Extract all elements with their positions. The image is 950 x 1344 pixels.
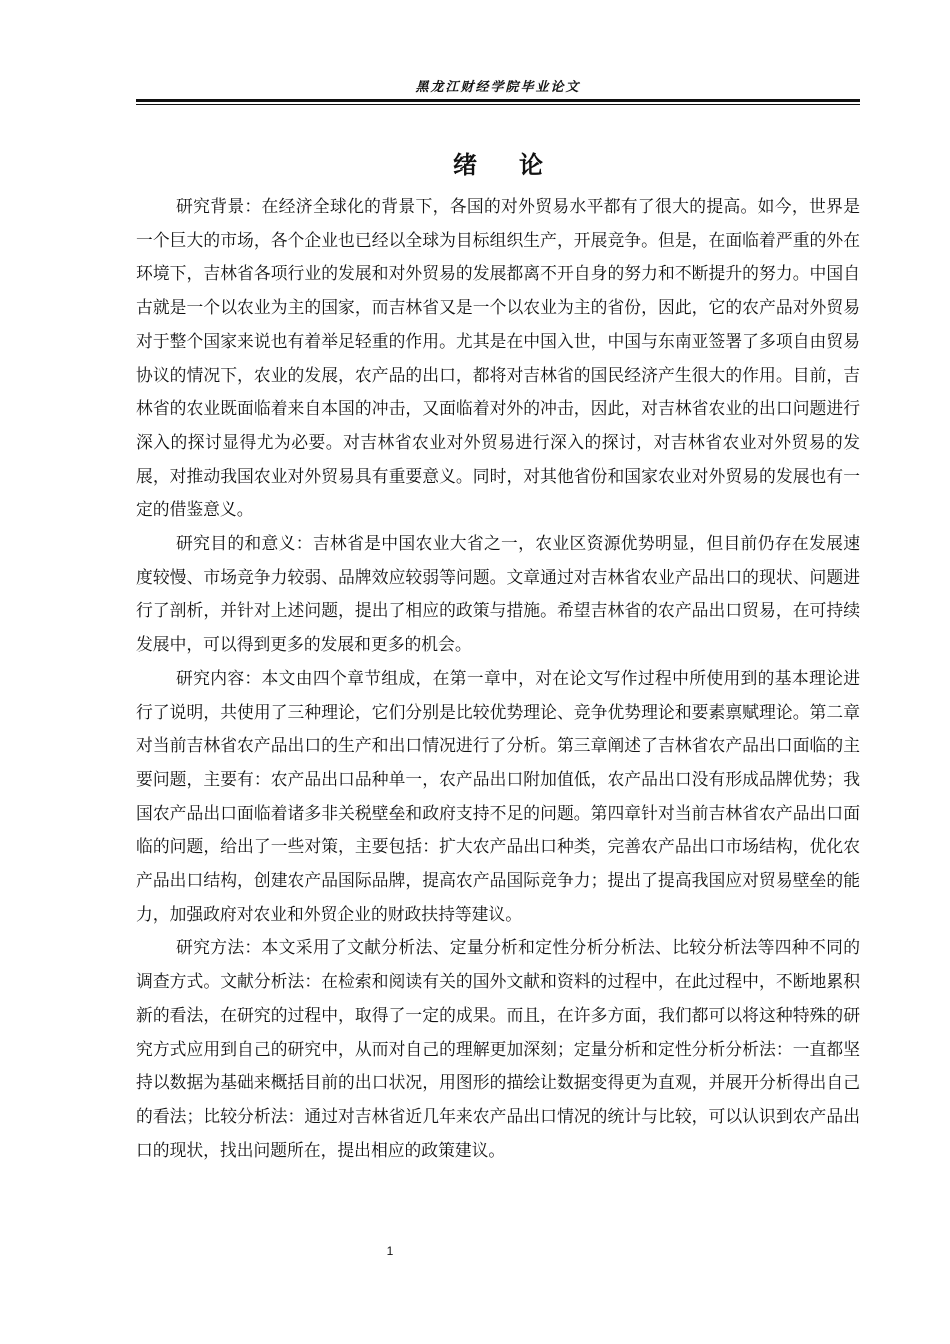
page-number: 1 <box>386 1244 394 1258</box>
paragraph-research-background: 研究背景：在经济全球化的背景下，各国的对外贸易水平都有了很大的提高。如今，世界是一个巨大的市场，各个企业也已经以全球为目标组织生产，开展竞争。但是，在面临着严重的外在环境下，吉林省各项行业的发展和对外贸易的发展都离不开自身的努力和不断提升的努力。中国自古就是一个以农业为主的国家，而吉林省又是一个以农业为主的省份，因此，它的农产品对外贸易对于整个国家来说也有着举足轻重的作用。尤其是在中国入世，中国与东南亚签署了多项自由贸易协议的情况下，农业的发展，农产品的出口，都将对吉林省的国民经济产生很大的作用。目前，吉林省的农业既面临着来自本国的冲击，又面临着对外的冲击，因此，对吉林省农业的出口问题进行深入的探讨显得尤为必要。对吉林省农业对外贸易进行深入的探讨，对吉林省农业对外贸易的发展，对推动我国农业对外贸易具有重要意义。同时，对其他省份和国家农业对外贸易的发展也有一定的借鉴意义。 <box>136 196 860 520</box>
running-header-title: 黑龙江财经学院毕业论文 <box>415 80 581 95</box>
body-text <box>136 190 860 1167</box>
paragraph-research-content: 研究内容：本文由四个章节组成，在第一章中，对在论文写作过程中所使用到的基本理论进行了说明，共使用了三种理论，它们分别是比较优势理论、竞争优势理论和要素禀赋理论。第二章对当前吉林省农产品出口的生产和出口情况进行了分析。第三章阐述了吉林省农产品出口面临的主要问题，主要有：农产品出口品种单一，农产品出口附加值低，农产品出口没有形成品牌优势；我国农产品出口面临着诸多非关税壁垒和政府支持不足的问题。第四章针对当前吉林省农产品出口面临的问题，给出了一些对策，主要包括：扩大农产品出口种类，完善农产品出口市场结构，优化农产品出口结构，创建农产品国际品牌，提高农产品国际竞争力；提出了提高我国应对贸易壁垒的能力，加强政府对农业和外贸企业的财政扶持等建议。 <box>136 667 860 924</box>
paragraph-research-purpose: 研究目的和意义：吉林省是中国农业大省之一，农业区资源优势明显，但目前仍存在发展速度较慢、市场竞争力较弱、品牌效应较弱等问题。文章通过对吉林省农业产品出口的现状、问题进行了剖析，并针对上述问题，提出了相应的政策与措施。希望吉林省的农产品出口贸易，在可持续发展中，可以得到更多的发展和更多的机会。 <box>136 533 860 655</box>
header-rule-thick <box>136 99 860 102</box>
chapter-title: 绪论 <box>453 151 585 180</box>
header-rule-thin <box>136 104 860 105</box>
paragraph-research-methods: 研究方法：本文采用了文献分析法、定量分析和定性分析分析法、比较分析法等四种不同的调查方式。文献分析法：在检索和阅读有关的国外文献和资料的过程中，在此过程中，不断地累积新的看法，在研究的过程中，取得了一定的成果。而且，在许多方面，我们都可以将这种特殊的研究方式应用到自己的研究中，从而对自己的理解更加深刻；定量分析和定性分析分析法：一直都坚持以数据为基础来概括目前的出口状况，用图形的描绘让数据变得更为直观，并展开分析得出自己的看法；比较分析法：通过对吉林省近几年来农产品出口情况的统计与比较，可以认识到农产品出口的现状，找出问题所在，提出相应的政策建议。 <box>136 937 860 1160</box>
